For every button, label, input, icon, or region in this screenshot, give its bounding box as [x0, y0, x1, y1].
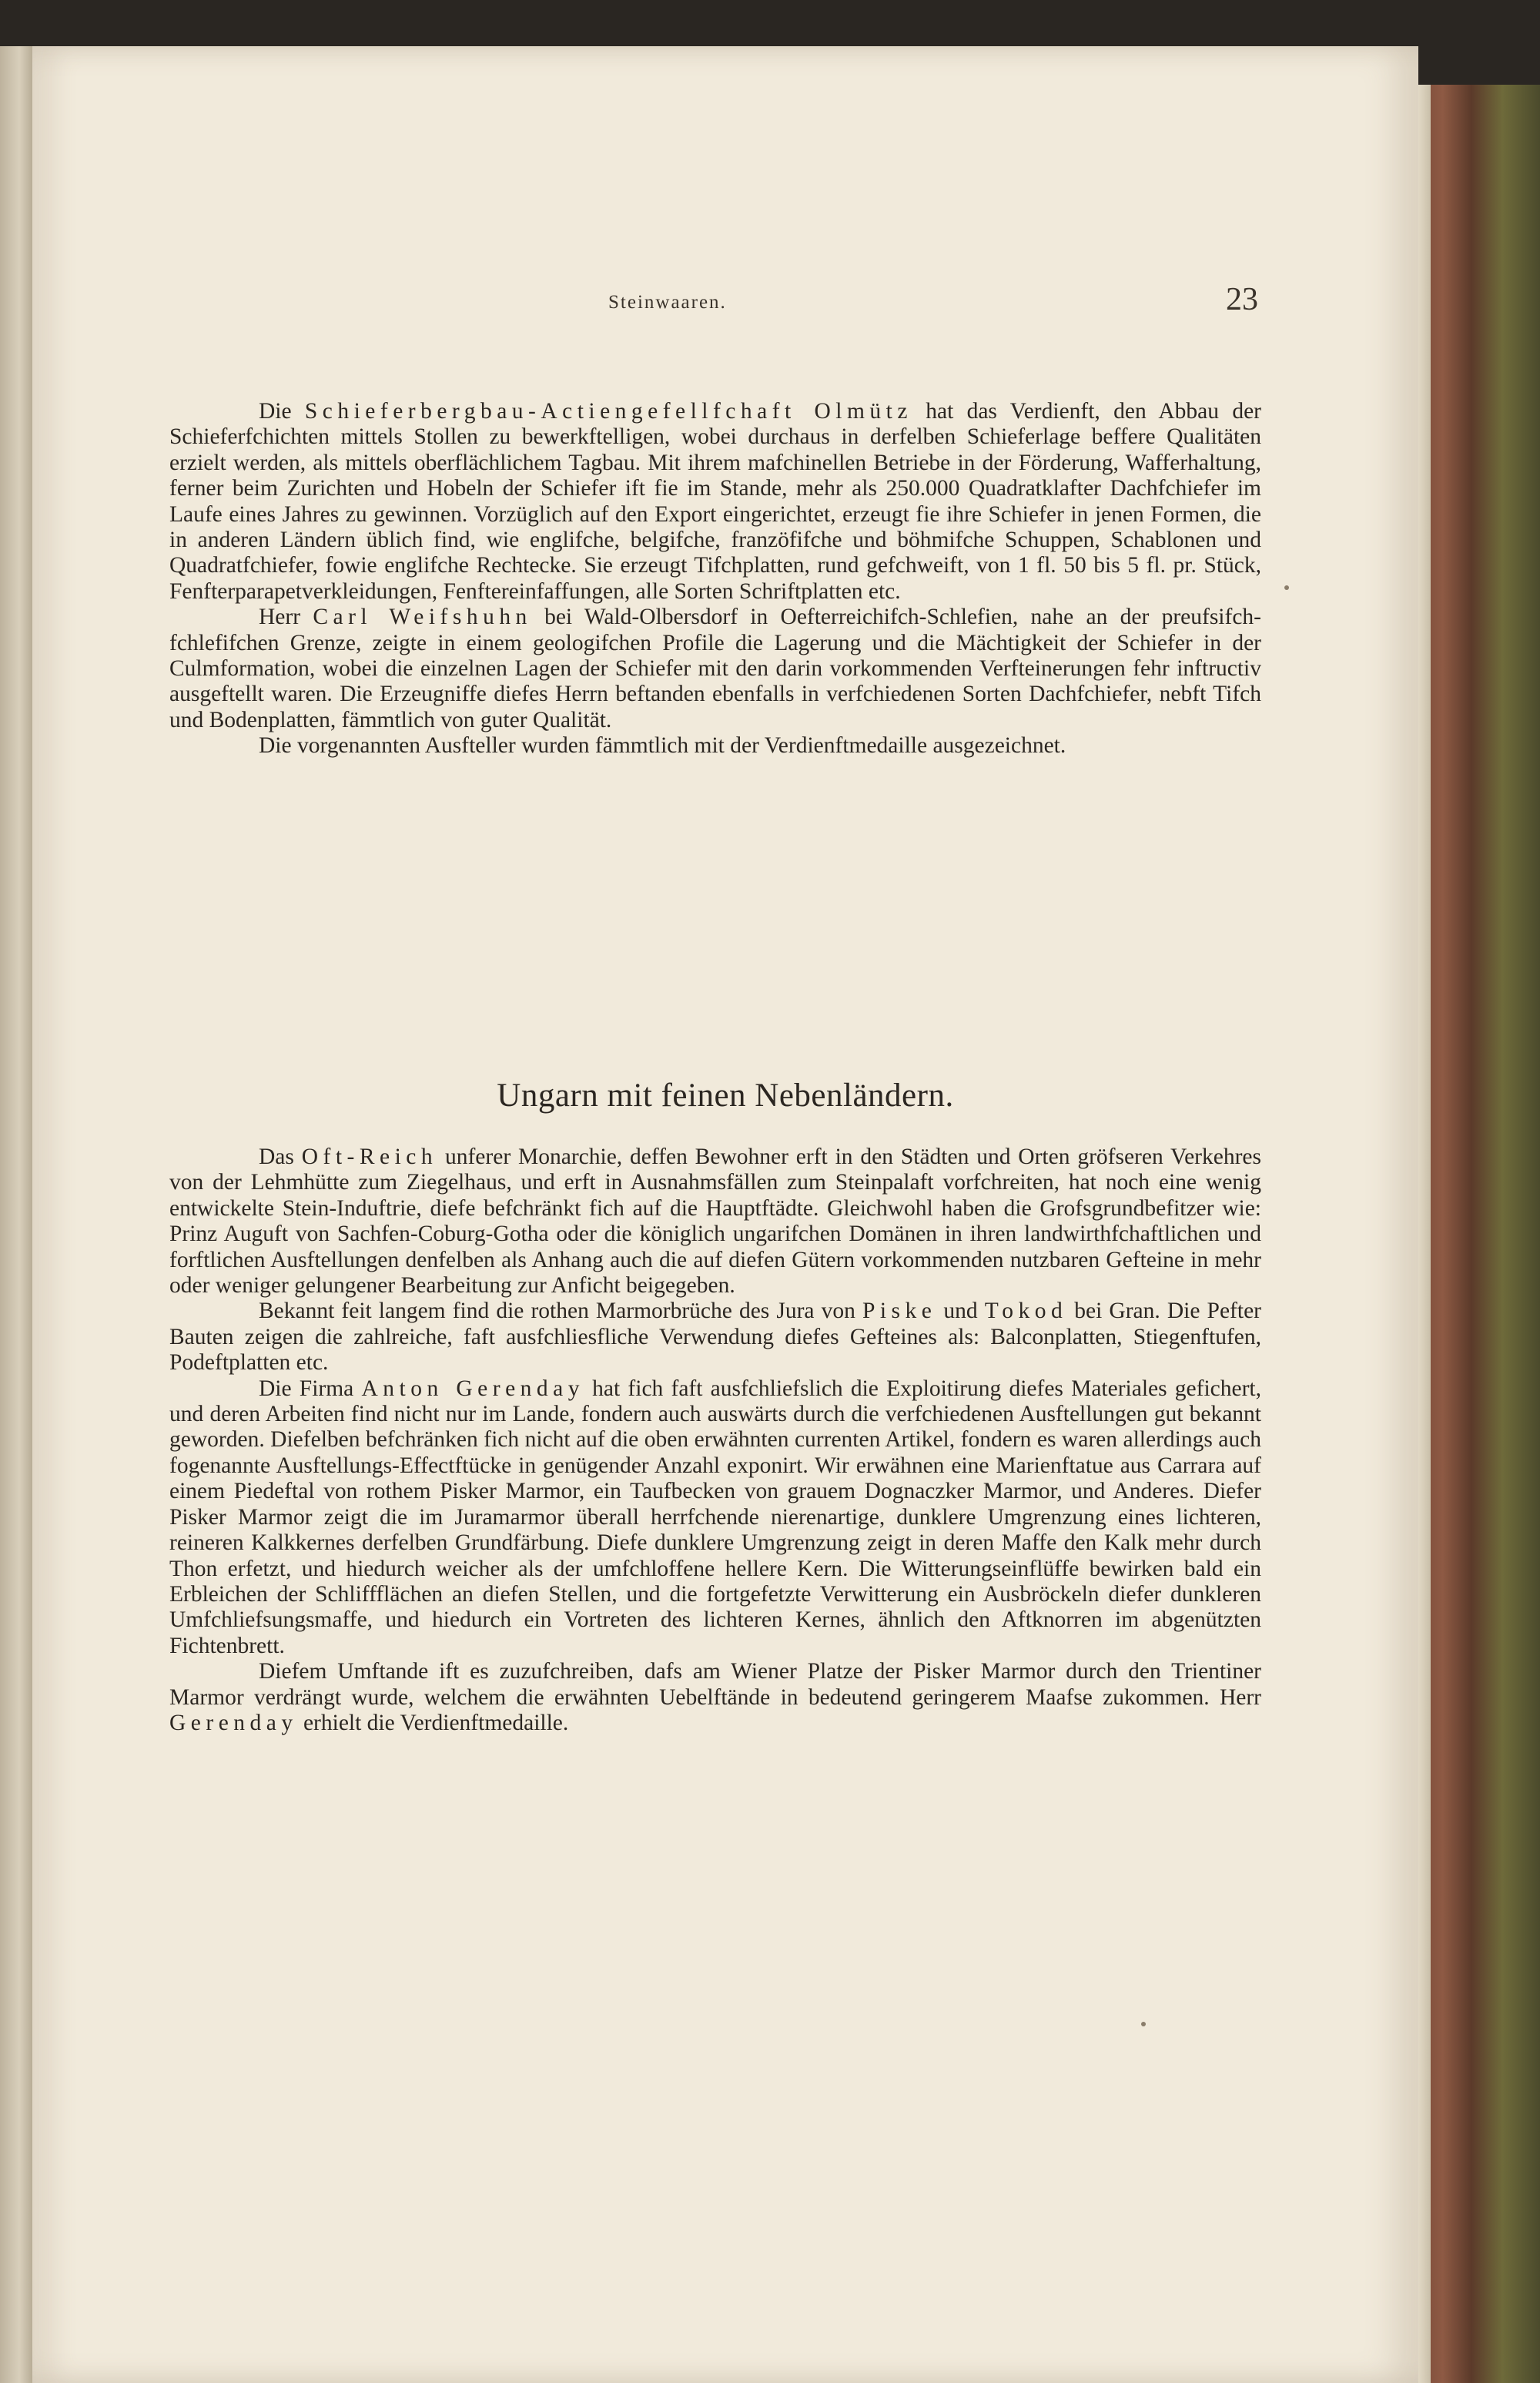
- person-name: Gerenday: [169, 1710, 298, 1735]
- place-name-tokod: Tokod: [984, 1299, 1068, 1324]
- page-number: 23: [1226, 282, 1258, 317]
- paragraph-body: bei Wald-Olbersdorf in Oefterreichifch-Schlefien, nahe an der preufsifch-fchlefifchen Grenze, zeigte in einem geologifchen Profile die Lagerung und die Mächtigkeit der Schiefer in der Culmformation, wobei die einzelnen Lagen der Schiefer mit den darin vorkommenden Verfteinerungen fehr inftructiv ausgeftellt waren. Die Erzeugniffe diefes Herrn beftanden ebenfalls in verfchiedenen Sorten Dachfchiefer, nebft Tifch und Bodenplatten, fämmtlich von guter Qualität.: [169, 605, 1261, 732]
- paragraph-start: Die: [259, 399, 305, 424]
- paragraph-body: erhielt die Verdienftmedaille.: [297, 1710, 569, 1735]
- company-name: Schieferbergbau-Actiengefellfchaft Olmütz: [304, 399, 912, 424]
- paragraph-body: hat fich faft ausfchliefslich die Exploitirung diefes Materiales gefichert, und deren Arbeiten find nicht nur im Lande, fondern auch auswärts durch die verfchiedenen Ausftellungen gut bekannt geworden. Diefelben befchränken fich nicht auf die oben erwähnten currenten Artikel, fondern es waren allerdings auch fogenannte Ausftellungs-Effectftücke in genügender Anzahl exponirt. Wir erwähnen eine Marienftatue aus Carrara auf einem Piedeftal von rothem Pisker Marmor, ein Taufbecken von grauem Dognaczker Marmor, und Anderes. Diefer Pisker Marmor zeigt die im Juramarmor überall herrfchende nierenartige, dunklere Umgrenzung eines lichteren, reineren Kalkkernes derfelben Grundfärbung. Diefe dunklere Umgrenzung zeigt in deren Maffe den Kalk mehr durch Thon erfetzt, und hiedurch weicher als der umfchloffene hellere Kern. Die Witterungseinflüffe bewirken bald ein Erbleichen der Schliffflächen an diefen Stellen, und die fortgefetzte Verwitterung ein Ausbröckeln diefer dunkleren Umfchliefsungsmaffe, und hiedurch ein Vortreten des lichteren Kernes, ähnlich den Aftknorren im abgenützten Fichtenbrett.: [169, 1376, 1261, 1658]
- region-name: Oft-Reich: [301, 1145, 438, 1169]
- paragraph-schieferbergbau: [169, 399, 1261, 605]
- book-page: [32, 46, 1418, 2383]
- paragraph-award: Die vorgenannten Ausfteller wurden fämmtlich mit der Verdienftmedaille ausgezeichnet.: [259, 733, 1066, 759]
- paragraph-start: Diefem Umftande ift es zuzufchreiben, dafs am Wiener Platze der Pisker Marmor durch den Trientiner Marmor verdrängt wurde, welchem die erwähnten Uebelftände in bedeutend geringerem Maafse zukommen. Herr: [169, 1659, 1261, 1710]
- section-steinwaaren-text: [169, 399, 1261, 759]
- running-title: Steinwaaren.: [608, 292, 727, 313]
- section-heading: Ungarn mit feinen Nebenländern.: [497, 1078, 954, 1114]
- firm-name: Anton Gerenday: [361, 1376, 584, 1401]
- paragraph-conclusion: [169, 1659, 1261, 1736]
- paragraph-start: Die Firma: [259, 1376, 362, 1401]
- paragraph-start: Bekannt feit langem find die rothen Marmorbrüche des Jura von: [259, 1299, 862, 1324]
- place-name-piske: Piske: [862, 1299, 937, 1324]
- paragraph-body: hat das Verdienft, den Abbau der Schieferfchichten mittels Stollen zu bewerkftelligen, wobei durchaus in derfelben Schieferlage beffere Qualitäten erzielt werden, als mittels oberflächlichem Tagbau. Mit ihrem mafchinellen Betriebe in der Förderung, Wafferhaltung, ferner beim Zurichten und Hobeln der Schiefer ift fie im Stande, mehr als 250.000 Quadratklafter Dachfchiefer im Laufe eines Jahres zu gewinnen. Vorzüglich auf den Export eingerichtet, erzeugt fie ihre Schiefer in jenen Formen, die in anderen Ländern üblich find, wie englifche, belgifche, franzöfifche und böhmifche Schuppen, Schablonen und Quadratfchiefer, fowie englifche Rechtecke. Sie erzeugt Tifchplatten, rund gefchweift, von 1 fl. 50 bis 5 fl. pr. Stück, Fenfterparapetverkleidungen, Fenftereinfaffungen, alle Sorten Schriftplatten etc.: [169, 399, 1262, 604]
- section-ungarn-text: [169, 1145, 1261, 1736]
- book-spine-edge: [1415, 85, 1540, 2383]
- paragraph-mid: und: [936, 1299, 985, 1324]
- paragraph-body: bei Gran. Die Pefter Bauten zeigen die zahlreiche, faft ausfchliesfliche Verwendung diefes Gefteines als: Balconplatten, Stiegenftufen, Podeftplatten etc.: [169, 1299, 1261, 1376]
- paper-spot: [1141, 2022, 1146, 2026]
- person-name: Carl Weifshuhn: [313, 605, 532, 630]
- paragraph-start: Das: [259, 1145, 302, 1169]
- paragraph-body: unferer Monarchie, deffen Bewohner erft in den Städten und Orten gröfseren Verkehres von der Lehmhütte zum Ziegelhaus, und erft in Ausnahmsfällen zum Steinpalaft vorfchreiten, hat noch eine wenig entwickelte Stein-Induftrie, diefe befchränkt fich auf die Hauptftädte. Gleichwohl haben die Grofsgrundbefitzer wie: Prinz Auguft von Sachfen-Coburg-Gotha oder die königlich ungarifchen Domänen in ihren landwirthfchaftlichen und forftlichen Ausftellungen denfelben als Anhang auch die auf diefen Gütern vorkommenden nutzbaren Gefteine in mehr oder weniger gelungener Bearbeitung zur Anficht beigegeben.: [169, 1145, 1261, 1299]
- paper-spot: [1284, 585, 1289, 590]
- page-header: [32, 281, 1418, 327]
- paragraph-gerenday-firm: [169, 1376, 1261, 1659]
- paragraph-start: Herr: [259, 605, 313, 630]
- paragraph-oft-reich: [169, 1145, 1261, 1299]
- left-page-edge: [0, 46, 32, 2383]
- paragraph-marmorbrueche: [169, 1299, 1261, 1376]
- paragraph-weifshuhn: [169, 605, 1261, 733]
